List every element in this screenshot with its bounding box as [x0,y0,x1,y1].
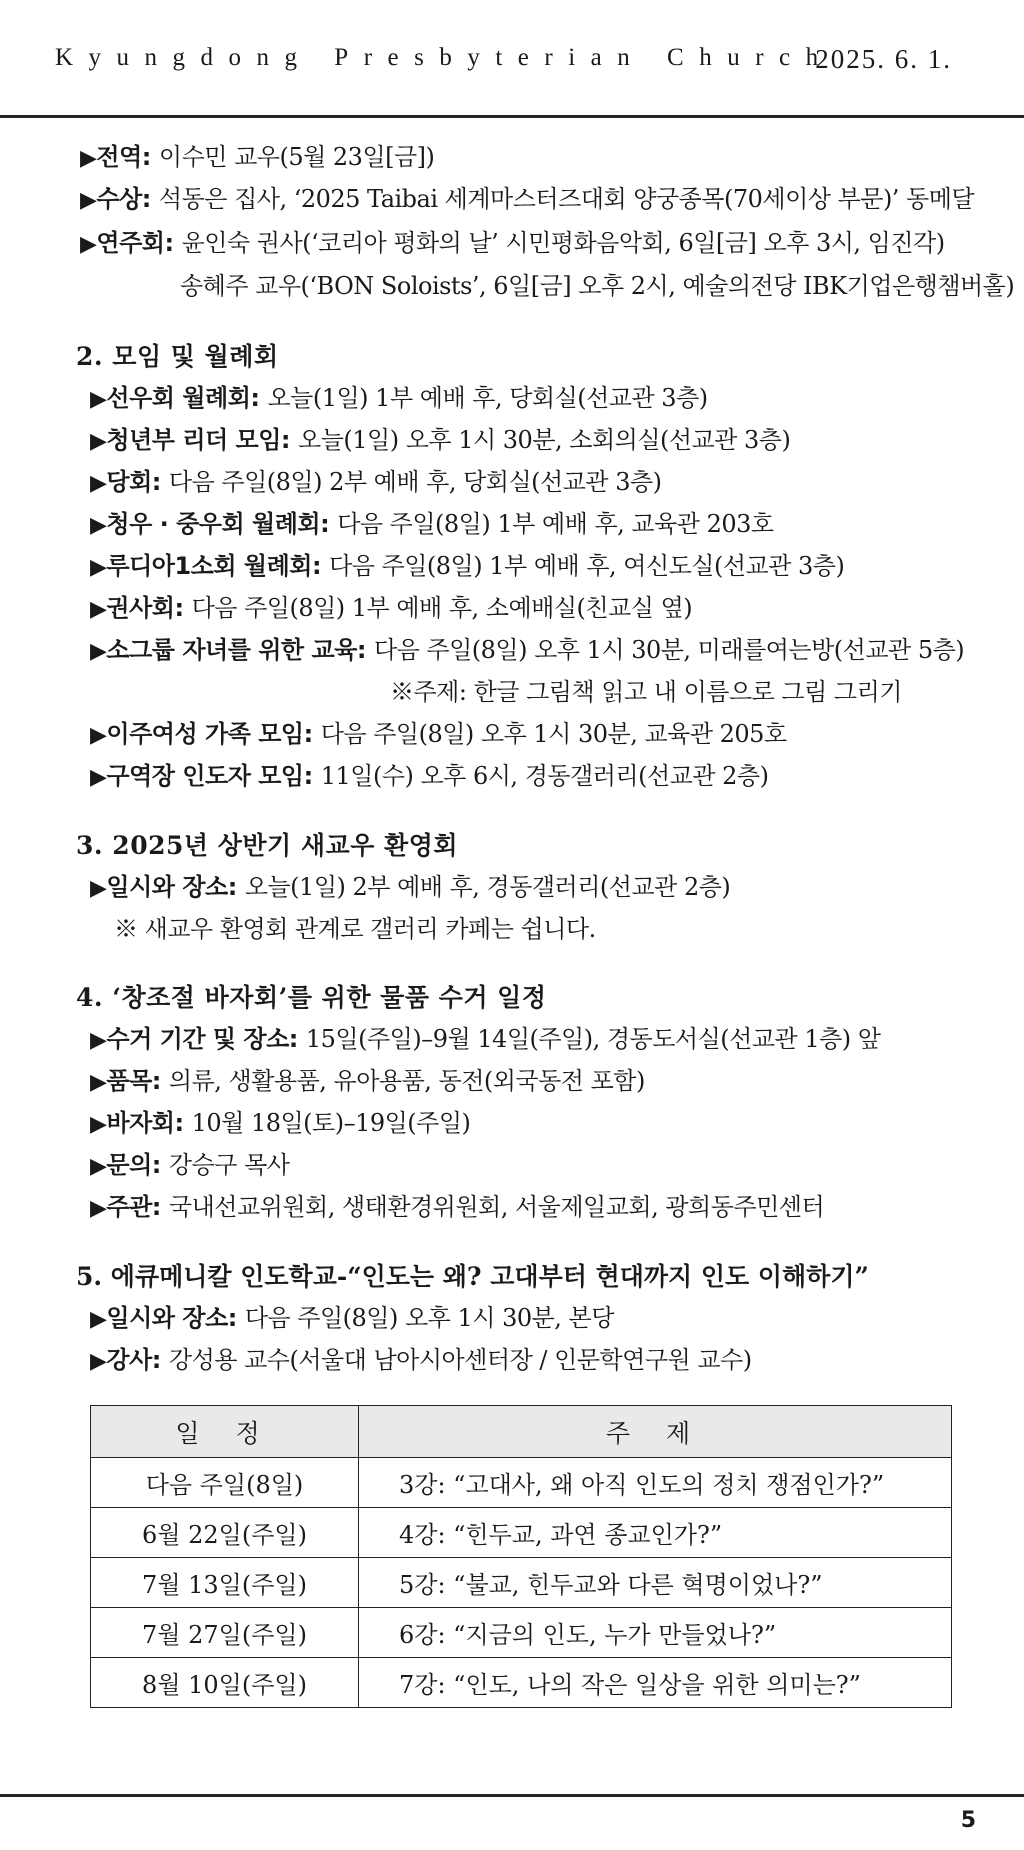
bullet-icon: ▶ [90,429,107,454]
item-text: 강성용 교수(서울대 남아시아센터장 / 인문학연구원 교수) [168,1346,752,1374]
item-text: 다음 주일(8일) 오후 1시 30분, 미래를여는방(선교관 5층) [373,636,965,664]
item-label: 수거 기간 및 장소 [106,1025,289,1053]
list-item: ▶청년부 리더 모임: 오늘(1일) 오후 1시 30분, 소회의실(선교관 3층) [90,426,791,454]
list-item: ▶당회: 다음 주일(8일) 2부 예배 후, 당회실(선교관 3층) [90,468,662,496]
section-heading: 5. 에큐메니칼 인도학교-“인도는 왜? 고대부터 현대까지 인도 이해하기” [76,1262,869,1291]
bullet-icon: ▶ [80,232,97,257]
schedule-topic: 7강: “인도, 나의 작은 일상을 위한 의미는?” [359,1658,952,1708]
item-text: 다음 주일(8일) 2부 예배 후, 당회실(선교관 3층) [168,468,662,496]
item-text: 강승구 목사 [168,1151,290,1179]
item-label: 소그룹 자녀를 위한 교육 [106,636,357,664]
item-text: 윤인숙 권사(‘코리아 평화의 날’ 시민평화음악회, 6일[금] 오후 3시, 임진각) [181,229,945,257]
list-item: ▶청우 · 중우회 월례회: 다음 주일(8일) 1부 예배 후, 교육관 203호 [90,510,774,538]
church-name: Kyungdong Presbyterian Church [55,44,834,71]
item-label: 루디아1소회 월례회 [106,552,312,580]
item-text: 다음 주일(8일) 1부 예배 후, 교육관 203호 [337,510,774,538]
item-label: 청년부 리더 모임 [106,426,281,454]
list-item: ▶소그룹 자녀를 위한 교육: 다음 주일(8일) 오후 1시 30분, 미래를여는방(선교관 5층) [90,636,965,664]
item-text: 석동은 집사, ‘2025 Taibai 세계마스터즈대회 양궁종목(70세이상 부문)’ 동메달 [158,185,975,213]
schedule-date: 7월 27일(주일) [91,1608,359,1658]
section-heading: 2. 모임 및 월례회 [76,342,279,371]
bullet-icon: ▶ [90,471,107,496]
item-label: 권사회 [106,594,175,622]
schedule-topic: 3강: “고대사, 왜 아직 인도의 정치 쟁점인가?” [359,1458,952,1508]
bullet-icon: ▶ [90,1307,107,1332]
list-item: ▶일시와 장소: 오늘(1일) 2부 예배 후, 경동갤러리(선교관 2층) [90,873,731,901]
item-text: 오늘(1일) 1부 예배 후, 당회실(선교관 3층) [267,384,708,412]
item-label: 구역장 인도자 모임 [106,762,304,790]
item-label: 수상 [96,185,142,213]
schedule-topic: 5강: “불교, 힌두교와 다른 혁명이었나?” [359,1558,952,1608]
item-label: 선우회 월례회 [106,384,251,412]
item-label: 청우 · 중우회 월례회 [106,510,321,538]
bulletin-date: 2025. 6. 1. [815,44,952,74]
item-label: 당회 [106,468,152,496]
table-row [91,1658,952,1708]
item-label: 일시와 장소 [106,1304,228,1332]
page-number: 5 [960,1808,976,1833]
item-label: 전역 [96,143,142,171]
item-text: 10월 18일(토)–19일(주일) [191,1109,471,1137]
bullet-icon: ▶ [90,723,107,748]
item-label: 연주회 [96,229,165,257]
news-item: ▶연주회: 윤인숙 권사(‘코리아 평화의 날’ 시민평화음악회, 6일[금] 오후 3시, 임진각) [80,229,945,257]
bullet-icon: ▶ [90,1028,107,1053]
news-item: ▶수상: 석동은 집사, ‘2025 Taibai 세계마스터즈대회 양궁종목(70세이상 부문)’ 동메달 [80,185,975,213]
footer-divider [0,1794,1024,1797]
item-label: 주관 [106,1193,152,1221]
bullet-icon: ▶ [90,555,107,580]
news-item: ▶전역: 이수민 교우(5월 23일[금]) [80,143,435,171]
item-text: 다음 주일(8일) 오후 1시 30분, 교육관 205호 [320,720,787,748]
column-header-topic: 주 제 [359,1406,952,1458]
list-item: ▶바자회: 10월 18일(토)–19일(주일) [90,1109,471,1137]
schedule-date: 7월 13일(주일) [91,1558,359,1608]
item-text: 국내선교위원회, 생태환경위원회, 서울제일교회, 광희동주민센터 [168,1193,825,1221]
schedule-date: 다음 주일(8일) [91,1458,359,1508]
item-text: 15일(주일)–9월 14일(주일), 경동도서실(선교관 1층) 앞 [305,1025,881,1053]
table-row [91,1508,952,1558]
topic-note: ※주제: 한글 그림책 읽고 내 이름으로 그림 그리기 [390,678,902,706]
list-item: ▶일시와 장소: 다음 주일(8일) 오후 1시 30분, 본당 [90,1304,614,1332]
item-text: 다음 주일(8일) 1부 예배 후, 여신도실(선교관 3층) [329,552,845,580]
bullet-icon: ▶ [90,1070,107,1095]
table-row [91,1558,952,1608]
concert-continuation: 송혜주 교우(‘BON Soloists’, 6일[금] 오후 2시, 예술의전당 IBK기업은행챔버홀) [180,272,1015,300]
section-heading: 3. 2025년 상반기 새교우 환영회 [76,831,458,860]
section-note: ※ 새교우 환영회 관계로 갤러리 카페는 쉽니다. [114,915,596,943]
list-item: ▶권사회: 다음 주일(8일) 1부 예배 후, 소예배실(친교실 옆) [90,594,693,622]
bullet-icon: ▶ [90,513,107,538]
item-label: 바자회 [106,1109,175,1137]
list-item: ▶구역장 인도자 모임: 11일(수) 오후 6시, 경동갤러리(선교관 2층) [90,762,769,790]
list-item: ▶선우회 월례회: 오늘(1일) 1부 예배 후, 당회실(선교관 3층) [90,384,708,412]
item-label: 문의 [106,1151,152,1179]
item-text: 오늘(1일) 오후 1시 30분, 소회의실(선교관 3층) [298,426,791,454]
bullet-icon: ▶ [90,1154,107,1179]
item-text: 다음 주일(8일) 오후 1시 30분, 본당 [244,1304,614,1332]
bullet-icon: ▶ [90,387,107,412]
item-text: 다음 주일(8일) 1부 예배 후, 소예배실(친교실 옆) [191,594,693,622]
bullet-icon: ▶ [90,597,107,622]
item-label: 품목 [106,1067,152,1095]
bullet-icon: ▶ [90,1349,107,1374]
schedule-date: 6월 22일(주일) [91,1508,359,1558]
list-item: ▶품목: 의류, 생활용품, 유아용품, 동전(외국동전 포함) [90,1067,645,1095]
schedule-date: 8월 10일(주일) [91,1658,359,1708]
bullet-icon: ▶ [80,188,97,213]
schedule-topic: 4강: “힌두교, 과연 종교인가?” [359,1508,952,1558]
table-row [91,1458,952,1508]
item-label: 일시와 장소 [106,873,228,901]
item-text: 이수민 교우(5월 23일[금]) [158,143,435,171]
list-item: ▶문의: 강승구 목사 [90,1151,290,1179]
bullet-icon: ▶ [90,876,107,901]
section-heading: 4. ‘창조절 바자회’를 위한 물품 수거 일정 [76,983,547,1012]
bullet-icon: ▶ [90,1196,107,1221]
schedule-topic: 6강: “지금의 인도, 누가 만들었나?” [359,1608,952,1658]
list-item: ▶루디아1소회 월례회: 다음 주일(8일) 1부 예배 후, 여신도실(선교관 3층) [90,552,845,580]
page-header [0,0,1024,118]
table-row [91,1608,952,1658]
item-text: 의류, 생활용품, 유아용품, 동전(외국동전 포함) [168,1067,645,1095]
bullet-icon: ▶ [90,1112,107,1137]
bullet-icon: ▶ [90,765,107,790]
list-item: ▶강사: 강성용 교수(서울대 남아시아센터장 / 인문학연구원 교수) [90,1346,752,1374]
item-label: 강사 [106,1346,152,1374]
item-label: 이주여성 가족 모임 [106,720,304,748]
bullet-icon: ▶ [90,639,107,664]
bullet-icon: ▶ [80,146,97,171]
list-item: ▶주관: 국내선교위원회, 생태환경위원회, 서울제일교회, 광희동주민센터 [90,1193,825,1221]
item-text: 11일(수) 오후 6시, 경동갤러리(선교관 2층) [320,762,769,790]
list-item: ▶이주여성 가족 모임: 다음 주일(8일) 오후 1시 30분, 교육관 205호 [90,720,787,748]
column-header-date: 일 정 [91,1406,359,1458]
list-item: ▶수거 기간 및 장소: 15일(주일)–9월 14일(주일), 경동도서실(선교관 1층) 앞 [90,1025,881,1053]
item-text: 오늘(1일) 2부 예배 후, 경동갤러리(선교관 2층) [244,873,731,901]
lecture-schedule-table [90,1405,952,1708]
table-header-row [91,1406,952,1458]
